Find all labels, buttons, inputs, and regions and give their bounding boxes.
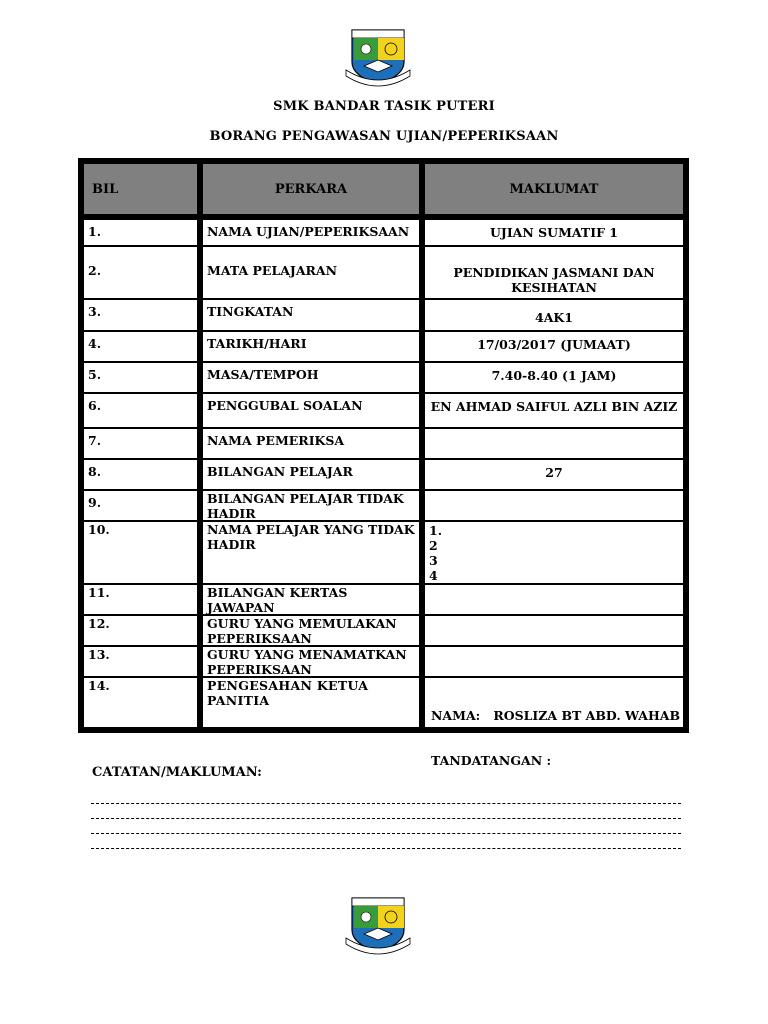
row-value: 7.40-8.40 (1 JAM) [491,368,617,383]
notes-line[interactable] [91,818,681,820]
table-row [84,300,683,330]
notes-label: CATATAN/MAKLUMAN: [92,765,262,780]
row-number: 4. [88,336,102,351]
row-number: 6. [88,398,102,413]
table-row [84,247,683,298]
form-title: BORANG PENGAWASAN UJIAN/PEPERIKSAAN [209,129,559,144]
row-number: 11. [88,585,110,600]
table-row [84,522,683,583]
row-number: 3. [88,304,102,319]
approver-name: NAMA: ROSLIZA BT ABD. WAHAB [431,708,681,723]
table-row [84,429,683,458]
row-number: 13. [88,647,110,662]
table-row [84,647,683,676]
notes-line[interactable] [91,833,681,835]
table-row [84,491,683,520]
table-row [84,220,683,245]
list-item: 2 [429,538,438,553]
row-value [425,491,683,520]
school-crest-logo [340,894,416,958]
row-value: PENDIDIKAN JASMANI DAN KESIHATAN [453,265,655,295]
row-item: TINGKATAN [207,304,294,319]
row-number: 8. [88,464,102,479]
table-row [84,460,683,489]
row-number: 12. [88,616,110,631]
list-item: 1. [429,523,443,538]
row-value [425,647,683,676]
row-value: EN AHMAD SAIFUL AZLI BIN AZIZ [430,399,678,414]
list-item: 3 [429,553,438,568]
table-row [84,616,683,645]
row-item: NAMA PEMERIKSA [207,433,345,448]
row-number: 9. [88,495,102,510]
header-bil: BIL [84,164,197,214]
notes-line[interactable] [91,848,681,850]
row-item: BILANGAN PELAJAR [207,464,353,479]
row-value: 27 [545,465,563,480]
row-number: 14. [88,678,110,693]
row-number: 5. [88,367,102,382]
row-item: GURU YANG MENAMATKAN PEPERIKSAAN [207,647,407,677]
row-item: NAMA UJIAN/PEPERIKSAAN [207,224,410,239]
school-crest-logo [340,26,416,90]
row-value: 4AK1 [535,310,573,325]
row-item: NAMA PELAJAR YANG TIDAK HADIR [207,522,415,552]
row-number: 1. [88,224,102,239]
row-number: 7. [88,433,102,448]
supervision-form-table [78,158,689,768]
row-item: MATA PELAJARAN [207,263,338,278]
row-value [425,429,683,458]
row-number: 10. [88,522,110,537]
row-value [425,585,683,614]
header-maklumat: MAKLUMAT [425,164,683,214]
absent-students-list [425,522,683,583]
row-value: UJIAN SUMATIF 1 [490,225,618,240]
table-row [84,585,683,614]
approval-cell [425,678,683,768]
row-item: PENGGUBAL SOALAN [207,398,363,413]
row-value [425,616,683,645]
list-item: 4 [429,568,438,583]
row-number: 2. [88,263,102,278]
row-item: GURU YANG MEMULAKAN PEPERIKSAAN [207,616,397,646]
table-row [84,394,683,427]
row-item: BILANGAN KERTAS JAWAPAN [207,585,348,615]
row-value: 17/03/2017 (JUMAAT) [477,337,631,352]
table-row [84,332,683,361]
row-item: BILANGAN PELAJAR TIDAK HADIR [207,491,404,521]
row-item: MASA/TEMPOH [207,367,319,382]
signature-label: TANDATANGAN : [431,753,552,768]
table-row [84,678,683,768]
table-row [84,363,683,392]
row-item: TARIKH/HARI [207,336,307,351]
header-perkara: PERKARA [203,164,419,214]
school-name: SMK BANDAR TASIK PUTERI [273,99,495,114]
row-item: PENGESAHAN KETUA PANITIA [207,678,369,708]
notes-line[interactable] [91,803,681,805]
